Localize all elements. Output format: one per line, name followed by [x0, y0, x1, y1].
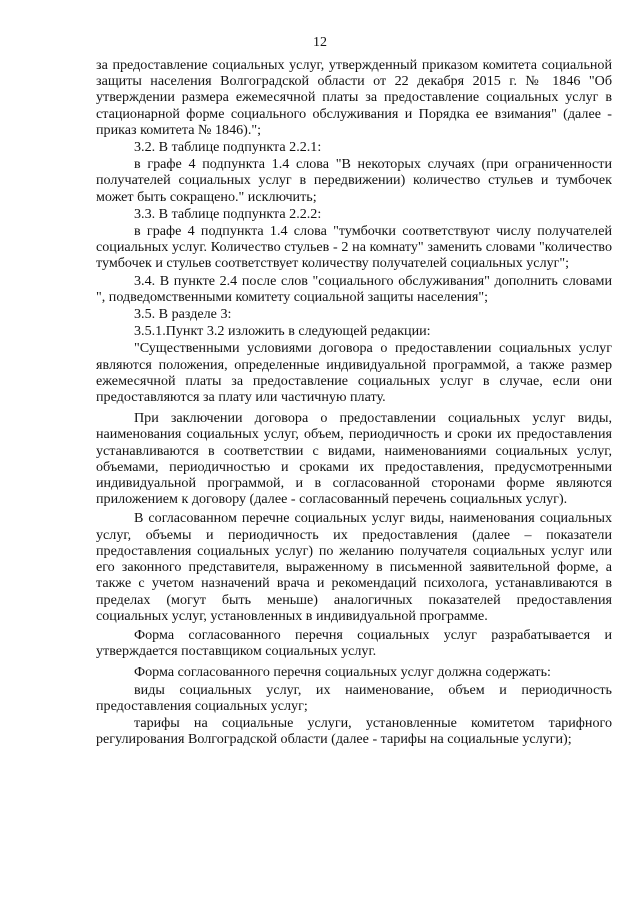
page-number: 12 [313, 35, 327, 50]
paragraph-section-3-5: 3.5. В разделе 3: [134, 306, 232, 323]
paragraph-agreed-list: В согласованном перечне социальных услуг виды, наименования социальных услуг, объемы и периодичность их предоставления (далее – показатели предоставления социальных услуг) по желанию получателя социальных услуг или его законного представителя, выраженному в письменной заявительной форме, а также с учетом назначений врача и рекомендаций психолога, устанавливаются в пределах (могут быть меньше) аналогичных показателей предоставления социальных услуг, установленных в индивидуальной программе. [96, 510, 612, 624]
paragraph-form-contents: Форма согласованного перечня социальных услуг должна содержать: [134, 664, 551, 681]
paragraph-service-tariffs: тарифы на социальные услуги, установленные комитетом тарифного регулирования Волгоградской области (далее - тарифы на социальные услуги); [96, 714, 612, 748]
paragraph-section-3-3: 3.3. В таблице подпункта 2.2.2: [134, 205, 322, 222]
paragraph-service-types: виды социальных услуг, их наименование, объем и периодичность предоставления социальных услуг; [96, 681, 612, 714]
paragraph-contract-conclusion: При заключении договора о предоставлении социальных услуг виды, наименования социальных услуг, объем, периодичность и сроки их предоставления устанавливаются в соответствии с видами, наименованиями социальных услуг, объемами, периодичностью и сроками их предоставления, предусмотренными индивидуальной программой, и в согласованной сторонами форме являются приложением к договору (далее - согласованный перечень социальных услуг). [96, 410, 612, 508]
paragraph-section-3-2: 3.2. В таблице подпункта 2.2.1: [134, 139, 322, 156]
paragraph-essential-conditions: "Существенными условиями договора о предоставлении социальных услуг являются положения, определенные индивидуальной программой, а также размер ежемесячной платы за предоставление социальных услуг в случае, если они предоставляются за плату или частичную плату. [96, 340, 612, 406]
paragraph-form-approval: Форма согласованного перечня социальных услуг разрабатывается и утверждается поставщиком социальных услуг. [96, 626, 612, 660]
paragraph-section-3-5-1: 3.5.1.Пункт 3.2 изложить в следующей редакции: [134, 323, 431, 340]
paragraph-order-reference: за предоставление социальных услуг, утвержденный приказом комитета социальной защиты населения Волгоградской области от 22 декабря 2015 г. № 1846 "Об утверждении размера ежемесячной платы за предоставление социальных услуг в стационарной форме социального обслуживания и Порядка ее взимания" (далее - приказ комитета № 1846)."; [96, 57, 612, 138]
paragraph-3-3-change: в графе 4 подпункта 1.4 слова "тумбочки соответствуют числу получателей социальных услуг. Количество стульев - 2 на комнату" заменить словами "количество тумбочек и стульев соответствует количеству получателей социальных услуг"; [96, 223, 612, 272]
paragraph-section-3-4: 3.4. В пункте 2.4 после слов "социального обслуживания" дополнить словами ", подведомственными комитету социальной защиты населения"; [96, 272, 612, 305]
paragraph-3-2-change: в графе 4 подпункта 1.4 слова "В некоторых случаях (при ограниченности получателей социальных услуг в передвижении) количество стульев и тумбочек может быть сокращено." исключить; [96, 156, 612, 205]
document-body [96, 57, 612, 747]
